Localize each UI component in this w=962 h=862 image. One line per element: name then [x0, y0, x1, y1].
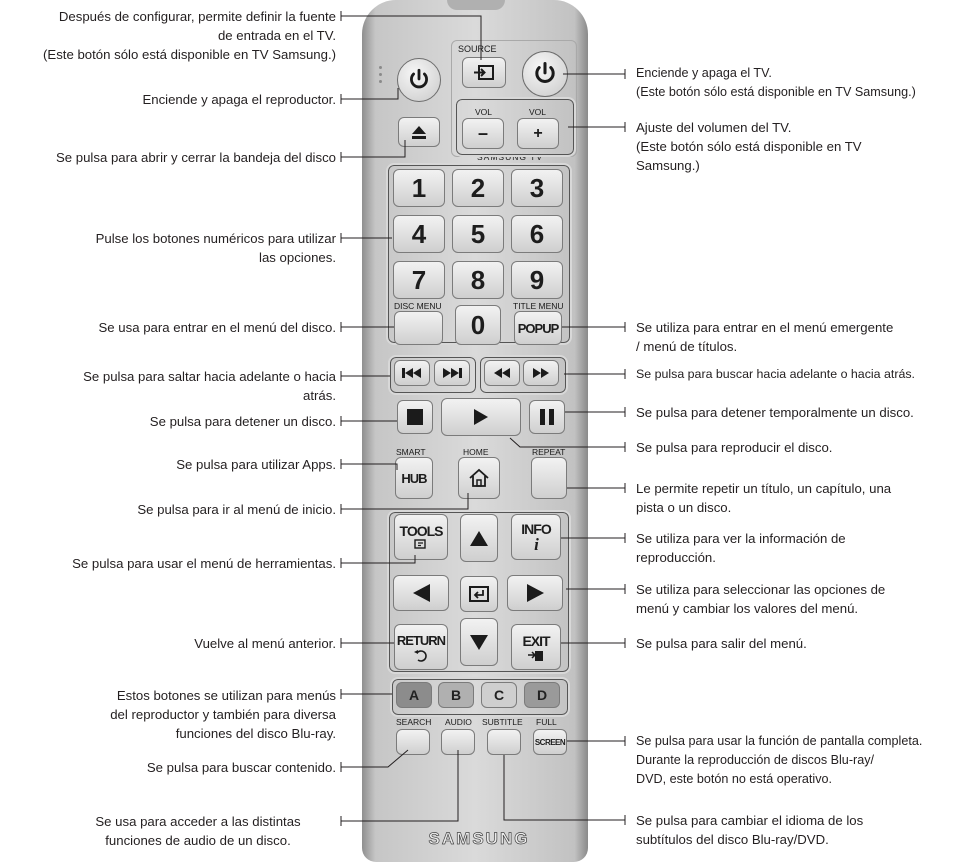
smart-hub-button[interactable]: HUB [395, 457, 433, 499]
callout-source: Después de configurar, permite definir la fuente de entrada en el TV. (Este botón sólo está disponible en TV Samsung.) [43, 9, 336, 62]
callout-tv-power: Enciende y apaga el TV. (Este botón sólo está disponible en TV Samsung.) [636, 66, 916, 99]
color-button-a[interactable]: A [396, 682, 432, 708]
disc-menu-label: DISC MENU [394, 301, 442, 311]
samsung-logo: SAMSUNG [428, 829, 530, 848]
number-7-button[interactable]: 7 [393, 261, 445, 299]
exit-label: EXIT [522, 632, 550, 649]
callout-repeat: Le permite repetir un título, un capítulo, una pista o un disco. [636, 481, 892, 515]
callout-stop: Se pulsa para detener un disco. [149, 414, 336, 429]
callout-tools: Se pulsa para usar el menú de herramientas. [72, 556, 336, 571]
callout-color-buttons: Estos botones se utilizan para menús del reproductor y también para diversa funciones del disco Blu-ray. [110, 688, 336, 741]
color-button-b[interactable]: B [438, 682, 474, 708]
callout-smart-hub: Se pulsa para utilizar Apps. [176, 457, 336, 472]
callout-power: Enciende y apaga el reproductor. [142, 92, 336, 107]
color-button-c[interactable]: C [481, 682, 517, 708]
number-1-button[interactable]: 1 [393, 169, 445, 207]
repeat-label: REPEAT [532, 447, 566, 457]
callout-eject: Se pulsa para abrir y cerrar la bandeja del disco [55, 150, 336, 165]
title-menu-label: TITLE MENU [513, 301, 564, 311]
callout-audio: Se usa para acceder a las distintas funciones de audio de un disco. [95, 814, 301, 848]
info-label: INFO [521, 521, 551, 537]
callout-navigation: Se utiliza para seleccionar las opciones de menú y cambiar los valores del menú. [636, 582, 886, 616]
tv-volume-down-button[interactable]: – [462, 118, 504, 149]
home-label: HOME [463, 447, 489, 457]
audio-label: AUDIO [445, 717, 472, 727]
callout-skip: Se pulsa para saltar hacia adelante o hacia atrás. [83, 369, 336, 403]
number-0-button[interactable]: 0 [455, 305, 501, 345]
vol-label-left: VOL [475, 107, 493, 117]
callout-popup: Se utiliza para entrar en el menú emergente / menú de títulos. [636, 320, 894, 354]
number-2-button[interactable]: 2 [452, 169, 504, 207]
callout-full-screen: Se pulsa para usar la función de pantalla completa. Durante la reproducción de discos Blu-ray/ DVD, este botón no está operativo. [636, 734, 923, 786]
callout-disc-menu: Se usa para entrar en el menú del disco. [98, 320, 336, 335]
callout-tv-volume: Ajuste del volumen del TV. (Este botón sólo está disponible en TV Samsung.) [636, 120, 862, 173]
full-label: FULL [536, 717, 557, 727]
number-3-button[interactable]: 3 [511, 169, 563, 207]
return-label: RETURN [396, 632, 446, 648]
subtitle-label: SUBTITLE [482, 717, 523, 727]
search-label: SEARCH [396, 717, 432, 727]
number-5-button[interactable]: 5 [452, 215, 504, 253]
number-9-button[interactable]: 9 [511, 261, 563, 299]
number-4-button[interactable]: 4 [393, 215, 445, 253]
number-6-button[interactable]: 6 [511, 215, 563, 253]
callout-search: Se pulsa para buscar contenido. [146, 760, 336, 775]
color-button-d[interactable]: D [524, 682, 560, 708]
callout-numbers: Pulse los botones numéricos para utilizar las opciones. [95, 231, 336, 265]
tv-volume-up-button[interactable]: + [517, 118, 559, 149]
callout-pause: Se pulsa para detener temporalmente un disco. [636, 405, 914, 420]
source-label: SOURCE [458, 44, 497, 54]
vol-label-right: VOL [529, 107, 547, 117]
callout-home: Se pulsa para ir al menú de inicio. [137, 502, 336, 517]
tools-label: TOOLS [399, 523, 443, 539]
full-screen-button[interactable]: SCREEN [533, 729, 567, 755]
callout-subtitle: Se pulsa para cambiar el idioma de los subtítulos del disco Blu-ray/DVD. [636, 813, 864, 847]
number-8-button[interactable]: 8 [452, 261, 504, 299]
callout-search-fr: Se pulsa para buscar hacia adelante o hacia atrás. [636, 367, 915, 381]
callout-play: Se pulsa para reproducir el disco. [636, 440, 833, 455]
smart-label: SMART [396, 447, 426, 457]
popup-button[interactable]: POPUP [514, 311, 562, 345]
callout-info: Se utiliza para ver la información de reproducción. [636, 531, 846, 565]
info-icon: i [534, 535, 538, 554]
callout-return: Vuelve al menú anterior. [194, 636, 336, 651]
samsung-tv-label: SAMSUNG TV [477, 152, 544, 162]
callout-exit: Se pulsa para salir del menú. [636, 636, 807, 651]
